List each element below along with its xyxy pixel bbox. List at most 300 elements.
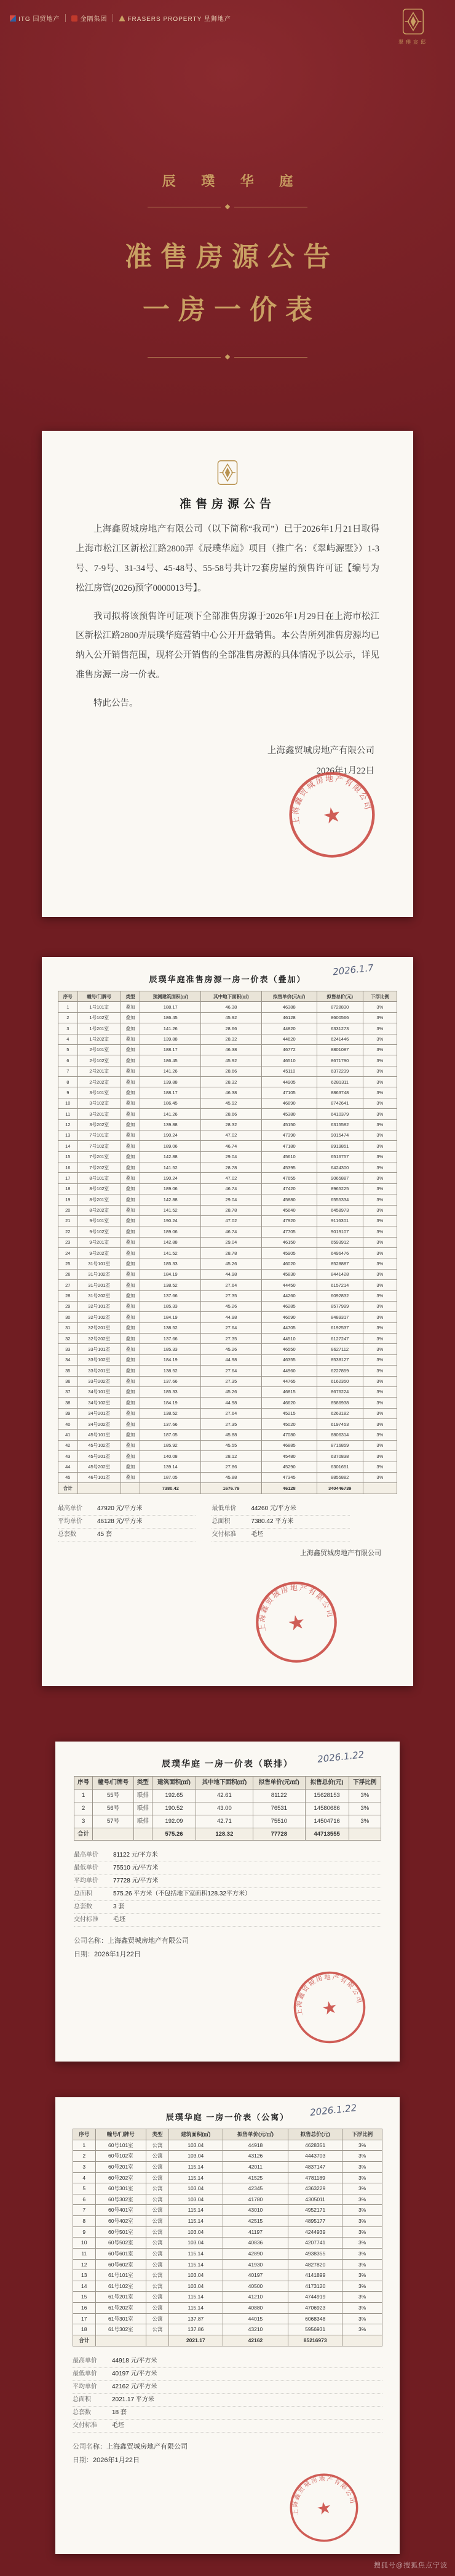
table-cell: 46620	[261, 1398, 317, 1408]
column-header: 类型	[133, 1777, 152, 1790]
table-cell: 公寓	[146, 2281, 169, 2292]
column-header: 类型	[146, 2129, 169, 2140]
table-row	[58, 1451, 397, 1462]
table-cell: 185.33	[140, 1301, 201, 1311]
townhouse-price-table-document	[55, 1742, 400, 2062]
table-cell: 叠加	[121, 1183, 140, 1194]
summary-label: 总面积	[73, 2396, 91, 2403]
table-cell: 28.32	[201, 1119, 262, 1130]
summary-label: 总面积	[74, 1890, 92, 1898]
table-cell: 3%	[342, 2259, 382, 2270]
table-cell: 8676224	[317, 1386, 363, 1397]
table-cell: 192.09	[152, 1815, 196, 1828]
table-cell: 81122	[253, 1789, 305, 1802]
table-cell: 46.38	[201, 1002, 262, 1012]
table-cell: 14504716	[305, 1815, 349, 1828]
table-cell: 44905	[261, 1077, 317, 1087]
logo-frasers	[119, 14, 231, 23]
table-cell: 3%	[363, 1098, 397, 1108]
table-cell: 4827820	[288, 2259, 342, 2270]
table-cell: 1676.79	[201, 1483, 262, 1494]
table-cell: 28.32	[201, 1077, 262, 1087]
table-cell: 44620	[261, 1034, 317, 1044]
svg-text:上海鑫贸城房地产有限公司: 上海鑫贸城房地产有限公司	[295, 1973, 363, 2017]
table-cell: 60号501室	[95, 2226, 146, 2238]
table-cell: 61号201室	[95, 2292, 146, 2303]
table-cell: 103.04	[168, 2183, 223, 2194]
frasers-logo-icon	[119, 15, 125, 22]
table-cell: 3%	[363, 1269, 397, 1279]
apartment-company-block	[73, 2440, 382, 2467]
table-cell: 公寓	[146, 2303, 169, 2314]
table-cell: 34号102室	[77, 1398, 121, 1408]
table-cell: 1号202室	[77, 1034, 121, 1044]
table-cell: 23	[58, 1237, 78, 1247]
table-cell: 41	[58, 1430, 78, 1440]
table-cell: 47345	[261, 1472, 317, 1482]
table-cell: 联排	[133, 1802, 152, 1815]
table-cell: 叠加	[121, 1386, 140, 1397]
table-cell: 叠加	[121, 1462, 140, 1472]
table-row	[58, 1322, 397, 1333]
table-cell	[349, 1828, 381, 1841]
table-cell: 184.19	[140, 1269, 201, 1279]
summary-label: 交付标准	[73, 2422, 97, 2429]
table-cell: 31号101室	[77, 1258, 121, 1269]
logo-frasers-label: FRASERS PROPERTY 星狮地产	[127, 16, 231, 23]
table-row	[58, 1312, 397, 1322]
table-cell: 3%	[342, 2205, 382, 2216]
table-cell: 3%	[349, 1789, 381, 1802]
table-cell: 28.66	[201, 1066, 262, 1076]
brand-emblem-caption: 翠璞宸邸	[398, 39, 428, 45]
table-cell: 44.98	[201, 1269, 262, 1279]
table-cell: 28.78	[201, 1205, 262, 1215]
date-label: 日期：	[73, 2456, 93, 2464]
table-row	[58, 1109, 397, 1119]
brand-emblem-icon	[214, 459, 241, 486]
table-cell: 9号101室	[77, 1215, 121, 1226]
table-cell: 7号201室	[77, 1151, 121, 1162]
table-cell: 33	[58, 1344, 78, 1354]
table-cell: 8742641	[317, 1098, 363, 1108]
table-cell: 叠加	[121, 1269, 140, 1279]
summary-value: 毛坯	[112, 2422, 124, 2429]
table-cell: 28.32	[201, 1034, 262, 1044]
table-cell: 16	[73, 2303, 96, 2314]
table-cell: 40500	[223, 2281, 288, 2292]
table-cell: 11	[58, 1109, 78, 1119]
table-cell: 4	[73, 2172, 96, 2183]
table-row	[58, 1462, 397, 1472]
table-cell: 47420	[261, 1183, 317, 1194]
column-header: 建筑面积(㎡)	[152, 1777, 196, 1790]
table-cell: 叠加	[121, 1141, 140, 1151]
ornament-divider	[148, 205, 307, 209]
table-cell: 叠加	[121, 1408, 140, 1418]
table-cell: 3%	[363, 1141, 397, 1151]
table-cell: 叠加	[121, 1162, 140, 1173]
official-stamp-seal	[246, 1572, 347, 1673]
table-row	[73, 2216, 382, 2227]
table-cell: 13	[58, 1130, 78, 1140]
announcement-paragraph: 特此公告。	[93, 698, 138, 709]
table-cell: 7号202室	[77, 1162, 121, 1173]
table-row	[58, 1162, 397, 1173]
table-cell: 8号101室	[77, 1173, 121, 1183]
table-cell: 3%	[363, 1119, 397, 1130]
table-cell: 4363229	[288, 2183, 342, 2194]
table-cell: 42.71	[196, 1815, 253, 1828]
table-cell: 44015	[223, 2313, 288, 2324]
summary-row	[73, 2355, 382, 2368]
table-cell: 3号202室	[77, 1119, 121, 1130]
table-row	[58, 1215, 397, 1226]
table-row	[58, 1226, 397, 1237]
table-row	[58, 1087, 397, 1098]
table-cell: 3%	[363, 1451, 397, 1462]
table-row	[73, 2313, 382, 2324]
table-row	[73, 2140, 382, 2151]
table-cell: 340446739	[317, 1483, 363, 1494]
table-cell: 公寓	[146, 2248, 169, 2259]
table-cell: 28	[58, 1290, 78, 1301]
table-cell: 43126	[223, 2151, 288, 2162]
column-header: 拟售单价(元/㎡)	[223, 2129, 288, 2140]
table-cell: 40880	[223, 2303, 288, 2314]
table-cell: 60号502室	[95, 2238, 146, 2249]
svg-text:★: ★	[315, 2497, 334, 2520]
table-cell: 3%	[363, 1109, 397, 1119]
table-cell: 14	[73, 2281, 96, 2292]
summary-value: 毛坯	[251, 1530, 264, 1538]
table-cell: 47920	[261, 1215, 317, 1226]
table-cell: 103.04	[168, 2238, 223, 2249]
table-cell: 8586938	[317, 1398, 363, 1408]
summary-row	[58, 1503, 196, 1516]
table-cell: 31号102室	[77, 1269, 121, 1279]
table-cell: 叠加	[121, 1440, 140, 1450]
table-cell: 41525	[223, 2172, 288, 2183]
summary-value: 40197 元/平方米	[112, 2370, 157, 2377]
summary-value: 3 套	[113, 1903, 125, 1911]
table-cell: 32号201室	[77, 1322, 121, 1333]
table-cell: 115.14	[168, 2248, 223, 2259]
table-cell: 公寓	[146, 2226, 169, 2238]
table-cell: 46090	[261, 1312, 317, 1322]
table-cell: 44	[58, 1462, 78, 1472]
company-name-label: 公司名称：	[73, 2442, 106, 2450]
table-cell: 18	[58, 1183, 78, 1194]
table-cell: 公寓	[146, 2140, 169, 2151]
table-cell: 46.74	[201, 1183, 262, 1194]
table-cell: 45150	[261, 1119, 317, 1130]
table-cell: 17	[73, 2313, 96, 2324]
table-cell: 46885	[261, 1440, 317, 1450]
svg-text:上海鑫贸城房地产有限公司: 上海鑫贸城房地产有限公司	[291, 2476, 356, 2516]
table-cell: 190.24	[140, 1173, 201, 1183]
table-cell: 联排	[133, 1789, 152, 1802]
table-cell: 3%	[363, 1087, 397, 1098]
table-cell: 叠加	[121, 1280, 140, 1290]
table-cell: 46355	[261, 1354, 317, 1365]
table-cell: 3%	[363, 1215, 397, 1226]
table-cell: 37	[58, 1386, 78, 1397]
table-cell: 46.38	[201, 1087, 262, 1098]
table-cell: 45380	[261, 1109, 317, 1119]
table-cell: 44918	[223, 2140, 288, 2151]
table-cell: 28.78	[201, 1248, 262, 1258]
table-cell: 8号102室	[77, 1183, 121, 1194]
table-cell: 44.98	[201, 1354, 262, 1365]
table-cell: 2号202室	[77, 1077, 121, 1087]
table-cell: 57号	[93, 1815, 134, 1828]
date-value: 2026年1月22日	[94, 1951, 141, 1959]
table-cell: 60号602室	[95, 2259, 146, 2270]
table-cell: 45.26	[201, 1301, 262, 1311]
table-cell: 46150	[261, 1237, 317, 1247]
ornament-divider	[148, 355, 307, 359]
table-cell	[363, 1483, 397, 1494]
table-cell: 叠加	[121, 1248, 140, 1258]
table-row	[73, 2226, 382, 2238]
table-row	[58, 1344, 397, 1354]
table-cell: 60号301室	[95, 2183, 146, 2194]
table-cell: 46772	[261, 1044, 317, 1055]
table-cell: 46号101室	[77, 1472, 121, 1482]
table-cell: 137.66	[140, 1334, 201, 1344]
table-cell: 叠加	[121, 1258, 140, 1269]
table-cell: 6458973	[317, 1205, 363, 1215]
table-cell: 6068348	[288, 2313, 342, 2324]
table-cell: 3%	[363, 1334, 397, 1344]
table-cell: 186.45	[140, 1098, 201, 1108]
table-cell: 138.52	[140, 1408, 201, 1418]
company-name-value: 上海鑫贸城房地产有限公司	[108, 1937, 189, 1945]
table-cell: 184.19	[140, 1312, 201, 1322]
column-header: 幢号/门牌号	[95, 2129, 146, 2140]
table-cell: 公寓	[146, 2259, 169, 2270]
table-cell: 137.86	[168, 2324, 223, 2335]
table-cell: 45290	[261, 1462, 317, 1472]
table-cell: 8627112	[317, 1344, 363, 1354]
table-cell: 叠加	[121, 1451, 140, 1462]
column-header: 建筑面积(㎡)	[168, 2129, 223, 2140]
table-cell: 6227859	[317, 1366, 363, 1376]
table-cell: 叠加	[121, 1290, 140, 1301]
table-row	[58, 1334, 397, 1344]
table-cell: 45020	[261, 1419, 317, 1430]
table-cell: 44.98	[201, 1312, 262, 1322]
table-cell: 46550	[261, 1344, 317, 1354]
table-cell: 13	[73, 2270, 96, 2281]
summary-row	[212, 1516, 349, 1529]
svg-text:★: ★	[320, 1996, 339, 2020]
summary-row	[212, 1529, 349, 1542]
table-cell: 24	[58, 1248, 78, 1258]
table-cell: 3%	[342, 2303, 382, 2314]
table-row	[58, 1280, 397, 1290]
table-cell: 9065887	[317, 1173, 363, 1183]
table-cell: 34号202室	[77, 1419, 121, 1430]
table-cell: 45.92	[201, 1055, 262, 1066]
column-header: 下浮比例	[349, 1777, 381, 1790]
table-cell: 12	[58, 1119, 78, 1130]
table-cell: 19	[58, 1194, 78, 1205]
table-row	[58, 1248, 397, 1258]
table-row	[74, 1828, 381, 1841]
table-cell: 5956931	[288, 2324, 342, 2335]
table-cell: 41197	[223, 2226, 288, 2238]
title-block	[0, 171, 455, 359]
table-cell: 叠加	[121, 1215, 140, 1226]
table-row	[73, 2259, 382, 2270]
summary-value: 毛坯	[113, 1916, 125, 1924]
table-cell: 32号202室	[77, 1334, 121, 1344]
handwritten-date-note: 2026.1.22	[309, 2102, 357, 2118]
table-cell: 33号201室	[77, 1366, 121, 1376]
table-cell: 4244939	[288, 2226, 342, 2238]
table-cell: 47390	[261, 1130, 317, 1140]
table-cell: 3%	[349, 1802, 381, 1815]
summary-row	[74, 1901, 381, 1914]
table-cell: 叠加	[121, 1419, 140, 1430]
table-cell: 3%	[363, 1386, 397, 1397]
table-cell: 叠加	[121, 1334, 140, 1344]
table-cell: 61号102室	[95, 2281, 146, 2292]
table-cell: 8577999	[317, 1301, 363, 1311]
table-cell: 7号102室	[77, 1141, 121, 1151]
table-cell: 46128	[261, 1483, 317, 1494]
table-cell: 9	[73, 2226, 96, 2238]
table-cell: 27.35	[201, 1419, 262, 1430]
table-cell: 7	[58, 1066, 78, 1076]
table-cell: 44705	[261, 1322, 317, 1333]
table-cell: 27.64	[201, 1322, 262, 1333]
table-cell: 叠加	[121, 1205, 140, 1215]
table-cell: 5	[58, 1044, 78, 1055]
table-cell: 39	[58, 1408, 78, 1418]
table-cell: 1号201室	[77, 1023, 121, 1034]
table-row	[73, 2324, 382, 2335]
table-cell: 3%	[363, 1472, 397, 1482]
table-cell: 3	[73, 2161, 96, 2172]
table-cell: 44260	[261, 1290, 317, 1301]
table-cell: 60号101室	[95, 2140, 146, 2151]
table-cell: 3%	[363, 1173, 397, 1183]
table-row	[58, 1151, 397, 1162]
table-cell: 合计	[73, 2335, 96, 2346]
table-cell: 8716859	[317, 1440, 363, 1450]
table-cell: 叠加	[121, 1472, 140, 1482]
table-cell: 9015474	[317, 1130, 363, 1140]
table-row	[73, 2238, 382, 2249]
table-cell: 128.32	[196, 1828, 253, 1841]
table-cell: 4781189	[288, 2172, 342, 2183]
summary-value: 81122 元/平方米	[113, 1852, 158, 1859]
table-cell: 77728	[253, 1828, 305, 1841]
table-cell: 138.52	[140, 1322, 201, 1333]
table-cell: 46890	[261, 1098, 317, 1108]
summary-value: 42162 元/平方米	[112, 2383, 157, 2390]
table-cell: 公寓	[146, 2151, 169, 2162]
table-cell: 60号302室	[95, 2194, 146, 2205]
table-cell: 27.64	[201, 1280, 262, 1290]
table-cell: 叠加	[121, 1087, 140, 1098]
table-cell: 140.08	[140, 1451, 201, 1462]
table-cell: 4207741	[288, 2238, 342, 2249]
table-cell: 141.26	[140, 1109, 201, 1119]
table-cell: 188.17	[140, 1044, 201, 1055]
diamond-ornament-icon	[225, 204, 230, 209]
table-cell: 4628351	[288, 2140, 342, 2151]
table-cell: 12	[73, 2259, 96, 2270]
table-cell: 7380.42	[140, 1483, 201, 1494]
table-cell: 6372239	[317, 1066, 363, 1076]
table-cell: 15628153	[305, 1789, 349, 1802]
signature-company: 上海鑫贸城房地产有限公司	[267, 746, 374, 756]
summary-label: 最低单价	[73, 2370, 97, 2377]
table-cell: 45395	[261, 1162, 317, 1173]
table-cell: 139.88	[140, 1119, 201, 1130]
table-cell: 14	[58, 1141, 78, 1151]
table-cell: 45110	[261, 1066, 317, 1076]
summary-row	[74, 1862, 381, 1875]
table-cell: 27.64	[201, 1366, 262, 1376]
table-cell: 2	[58, 1012, 78, 1023]
signature-date: 2026年1月22日	[316, 766, 374, 777]
column-header: 拟售单价(元/㎡)	[261, 991, 317, 1002]
table-cell: 26	[58, 1269, 78, 1279]
apartment-summary	[73, 2355, 382, 2433]
date-value: 2026年1月22日	[93, 2456, 140, 2464]
summary-row	[73, 2420, 382, 2433]
svg-text:上海鑫贸城房地产有限公司: 上海鑫贸城房地产有限公司	[257, 1583, 335, 1633]
table-cell: 6331273	[317, 1023, 363, 1034]
table-cell: 27.35	[201, 1334, 262, 1344]
table-cell: 44765	[261, 1376, 317, 1386]
developer-logos	[10, 14, 231, 23]
column-header: 拟售总价(元)	[305, 1777, 349, 1790]
table-cell: 103.04	[168, 2270, 223, 2281]
table-cell: 叠加	[121, 1366, 140, 1376]
table-cell: 188.17	[140, 1002, 201, 1012]
summary-label: 最高单价	[73, 2357, 97, 2364]
table-cell: 139.88	[140, 1077, 201, 1087]
table-cell: 8	[58, 1077, 78, 1087]
summary-value: 44918 元/平方米	[112, 2357, 157, 2364]
table-row	[58, 1012, 397, 1023]
table-cell: 33号202室	[77, 1376, 121, 1386]
table-cell: 40	[58, 1419, 78, 1430]
table-cell: 61号202室	[95, 2303, 146, 2314]
table-row	[58, 1194, 397, 1205]
table-cell: 公寓	[146, 2205, 169, 2216]
table-cell: 43210	[223, 2324, 288, 2335]
table-cell: 3%	[363, 1012, 397, 1023]
summary-label: 平均单价	[74, 1878, 98, 1885]
table-cell: 115.14	[168, 2172, 223, 2183]
table-cell: 公寓	[146, 2194, 169, 2205]
table-cell: 4305011	[288, 2194, 342, 2205]
table-cell: 合计	[58, 1483, 78, 1494]
table-cell: 45.88	[201, 1472, 262, 1482]
table-row	[58, 1055, 397, 1066]
table-cell: 4173120	[288, 2281, 342, 2292]
column-header: 其中地下面积(㎡)	[196, 1777, 253, 1790]
table-cell: 3%	[363, 1280, 397, 1290]
date-line	[73, 2454, 382, 2467]
